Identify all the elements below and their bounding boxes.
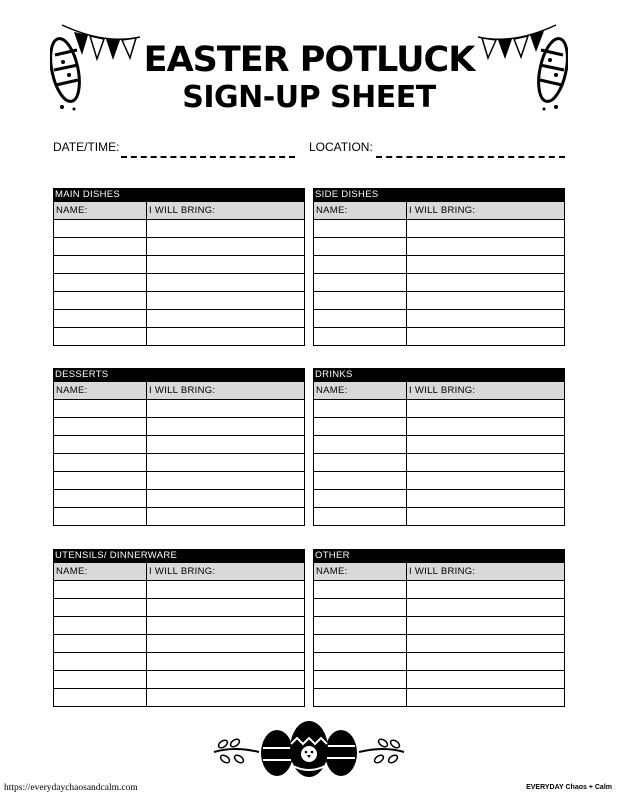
table-row	[313, 689, 565, 707]
bring-cell[interactable]	[147, 418, 304, 435]
bring-cell[interactable]	[407, 472, 564, 489]
name-cell[interactable]	[314, 418, 407, 435]
table-row	[313, 310, 565, 328]
bring-cell[interactable]	[147, 274, 304, 291]
name-cell[interactable]	[54, 490, 147, 507]
table-row	[53, 292, 305, 310]
bring-cell[interactable]	[147, 635, 304, 652]
name-cell[interactable]	[54, 617, 147, 634]
name-cell[interactable]	[54, 418, 147, 435]
table-rows	[53, 581, 305, 707]
bring-column-header: I WILL BRING:	[149, 566, 216, 577]
name-column-header: NAME:	[314, 202, 407, 219]
bring-cell[interactable]	[147, 454, 304, 471]
location-field[interactable]	[376, 156, 565, 158]
bring-cell[interactable]	[147, 292, 304, 309]
table-row	[53, 328, 305, 346]
bring-cell[interactable]	[147, 617, 304, 634]
page-subtitle: SIGN-UP SHEET	[182, 80, 436, 115]
table-row	[313, 454, 565, 472]
name-cell[interactable]	[54, 508, 147, 525]
name-cell[interactable]	[314, 328, 407, 345]
bring-cell[interactable]	[147, 599, 304, 616]
table-row	[53, 599, 305, 617]
table-row	[313, 508, 565, 526]
bring-cell[interactable]	[147, 238, 304, 255]
column-header-row	[53, 563, 305, 581]
table-row	[313, 436, 565, 454]
table-row	[53, 454, 305, 472]
table-rows	[313, 400, 565, 526]
name-column-header: NAME:	[54, 202, 147, 219]
bring-cell[interactable]	[407, 599, 564, 616]
name-cell[interactable]	[54, 436, 147, 453]
table-row	[313, 635, 565, 653]
bring-cell[interactable]	[147, 689, 304, 706]
table-row	[53, 418, 305, 436]
section-drinks	[313, 368, 565, 526]
name-cell[interactable]	[54, 292, 147, 309]
bring-column-header: I WILL BRING:	[409, 205, 476, 216]
bring-cell[interactable]	[147, 400, 304, 417]
bring-column-header: I WILL BRING:	[409, 566, 476, 577]
name-cell[interactable]	[314, 238, 407, 255]
page-title: EASTER POTLUCK	[143, 40, 475, 80]
table-row	[53, 400, 305, 418]
table-row	[53, 617, 305, 635]
name-cell[interactable]	[314, 220, 407, 237]
section-title: UTENSILS/ DINNERWARE	[53, 549, 305, 563]
table-row	[313, 292, 565, 310]
name-cell[interactable]	[314, 256, 407, 273]
section-title: SIDE DISHES	[313, 188, 565, 202]
table-row	[53, 472, 305, 490]
section-other	[313, 549, 565, 707]
bring-cell[interactable]	[407, 220, 564, 237]
table-row	[53, 220, 305, 238]
section-title: DRINKS	[313, 368, 565, 382]
section-title: MAIN DISHES	[53, 188, 305, 202]
name-cell[interactable]	[314, 617, 407, 634]
table-rows	[53, 400, 305, 526]
date-time-field[interactable]	[121, 156, 295, 158]
name-cell[interactable]	[314, 671, 407, 688]
table-row	[53, 689, 305, 707]
bring-cell[interactable]	[407, 274, 564, 291]
bring-cell[interactable]	[407, 310, 564, 327]
table-row	[53, 310, 305, 328]
table-row	[313, 472, 565, 490]
table-row	[313, 400, 565, 418]
name-cell[interactable]	[54, 635, 147, 652]
name-cell[interactable]	[314, 508, 407, 525]
name-cell[interactable]	[314, 490, 407, 507]
table-row	[313, 256, 565, 274]
bring-cell[interactable]	[407, 617, 564, 634]
table-row	[53, 436, 305, 454]
name-cell[interactable]	[314, 400, 407, 417]
column-header-row	[313, 382, 565, 400]
table-row	[313, 599, 565, 617]
name-column-header: NAME:	[54, 382, 147, 399]
bring-cell[interactable]	[147, 220, 304, 237]
table-row	[313, 418, 565, 436]
column-header-row	[313, 202, 565, 220]
name-cell[interactable]	[54, 256, 147, 273]
column-header-row	[313, 563, 565, 581]
section-title: OTHER	[313, 549, 565, 563]
table-rows	[313, 581, 565, 707]
table-rows	[313, 220, 565, 346]
bring-column-header: I WILL BRING:	[409, 385, 476, 396]
bring-cell[interactable]	[147, 490, 304, 507]
section-title: DESSERTS	[53, 368, 305, 382]
table-row	[53, 256, 305, 274]
bring-cell[interactable]	[407, 400, 564, 417]
name-cell[interactable]	[314, 653, 407, 670]
table-row	[313, 617, 565, 635]
name-cell[interactable]	[54, 274, 147, 291]
bring-cell[interactable]	[147, 328, 304, 345]
bring-cell[interactable]	[147, 256, 304, 273]
name-cell[interactable]	[314, 635, 407, 652]
table-row	[53, 581, 305, 599]
name-column-header: NAME:	[54, 563, 147, 580]
bring-cell[interactable]	[407, 256, 564, 273]
bring-cell[interactable]	[407, 490, 564, 507]
table-row	[313, 671, 565, 689]
column-header-row	[53, 202, 305, 220]
table-row	[53, 490, 305, 508]
table-row	[313, 238, 565, 256]
bring-cell[interactable]	[407, 689, 564, 706]
name-cell[interactable]	[314, 472, 407, 489]
name-cell[interactable]	[314, 599, 407, 616]
section-side-dishes	[313, 188, 565, 346]
table-row	[313, 274, 565, 292]
table-row	[53, 635, 305, 653]
name-cell[interactable]	[314, 454, 407, 471]
footer-url: https://everydaychaosandcalm.com	[4, 783, 138, 793]
name-column-header: NAME:	[314, 563, 407, 580]
bring-cell[interactable]	[407, 635, 564, 652]
bring-cell[interactable]	[147, 508, 304, 525]
name-cell[interactable]	[314, 274, 407, 291]
section-utensils	[53, 549, 305, 707]
bring-cell[interactable]	[407, 581, 564, 598]
bring-cell[interactable]	[147, 653, 304, 670]
bring-cell[interactable]	[147, 581, 304, 598]
table-row	[313, 653, 565, 671]
name-cell[interactable]	[54, 328, 147, 345]
name-cell[interactable]	[314, 310, 407, 327]
name-cell[interactable]	[314, 436, 407, 453]
name-cell[interactable]	[54, 400, 147, 417]
name-cell[interactable]	[54, 653, 147, 670]
bring-cell[interactable]	[147, 310, 304, 327]
bring-column-header: I WILL BRING:	[149, 385, 216, 396]
section-main-dishes	[53, 188, 305, 346]
name-column-header: NAME:	[314, 382, 407, 399]
bring-cell[interactable]	[407, 238, 564, 255]
table-row	[313, 328, 565, 346]
name-cell[interactable]	[54, 472, 147, 489]
bring-cell[interactable]	[407, 508, 564, 525]
bring-cell[interactable]	[407, 653, 564, 670]
table-row	[53, 653, 305, 671]
name-cell[interactable]	[314, 581, 407, 598]
easter-eggs-chick-icon	[209, 716, 409, 778]
bring-cell[interactable]	[147, 436, 304, 453]
brand-logo: EVERYDAY Chaos + Calm	[526, 784, 612, 791]
date-time-label: DATE/TIME:	[53, 140, 120, 154]
table-row	[313, 581, 565, 599]
name-cell[interactable]	[314, 292, 407, 309]
bring-cell[interactable]	[407, 671, 564, 688]
location-label: LOCATION:	[309, 140, 373, 154]
bring-cell[interactable]	[147, 472, 304, 489]
bring-cell[interactable]	[407, 436, 564, 453]
table-row	[53, 274, 305, 292]
name-cell[interactable]	[54, 454, 147, 471]
name-cell[interactable]	[54, 238, 147, 255]
bring-cell[interactable]	[407, 418, 564, 435]
bring-cell[interactable]	[147, 671, 304, 688]
bring-cell[interactable]	[407, 292, 564, 309]
table-row	[53, 671, 305, 689]
name-cell[interactable]	[54, 599, 147, 616]
table-row	[53, 238, 305, 256]
name-cell[interactable]	[54, 581, 147, 598]
name-cell[interactable]	[54, 671, 147, 688]
table-row	[313, 490, 565, 508]
name-cell[interactable]	[54, 220, 147, 237]
bring-cell[interactable]	[407, 328, 564, 345]
column-header-row	[53, 382, 305, 400]
table-row	[53, 508, 305, 526]
name-cell[interactable]	[54, 310, 147, 327]
name-cell[interactable]	[314, 689, 407, 706]
table-rows	[53, 220, 305, 346]
name-cell[interactable]	[54, 689, 147, 706]
bring-column-header: I WILL BRING:	[149, 205, 216, 216]
section-desserts	[53, 368, 305, 526]
bring-cell[interactable]	[407, 454, 564, 471]
table-row	[313, 220, 565, 238]
